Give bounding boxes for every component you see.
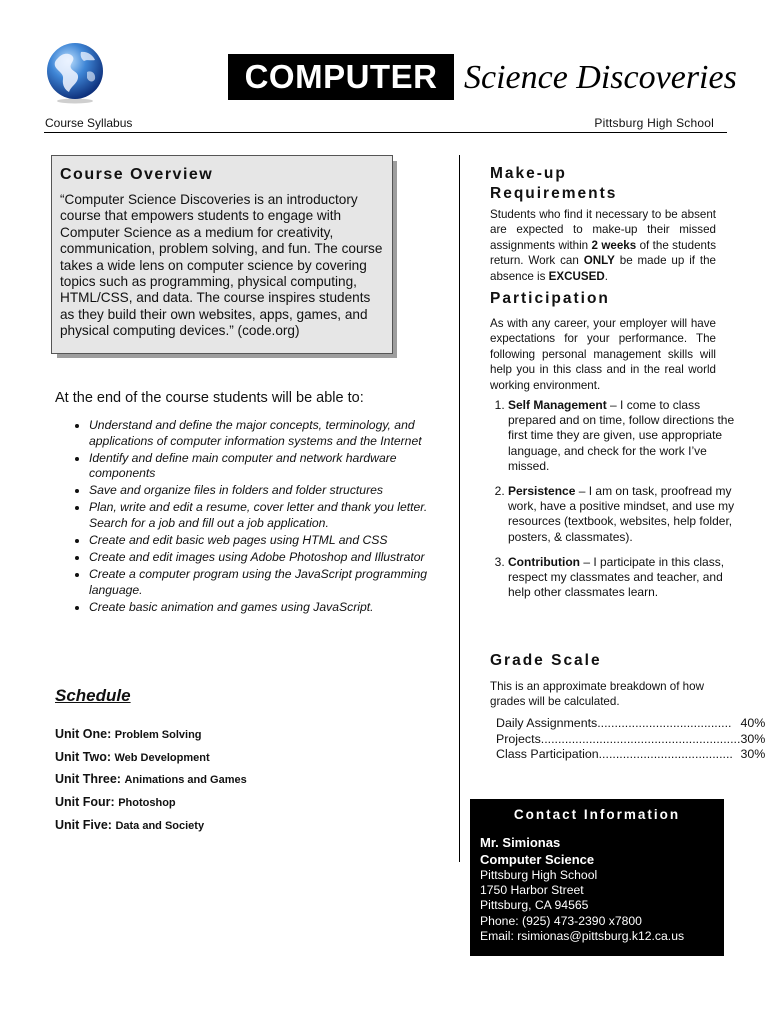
makeup-text-part: .: [604, 269, 608, 283]
grade-percent: 30%: [740, 731, 766, 746]
grade-row: [496, 732, 765, 748]
participation-term: Contribution: [508, 554, 580, 569]
participation-item: [508, 484, 736, 545]
schedule-unit: [55, 750, 210, 764]
schedule-unit: [55, 795, 176, 809]
contact-department: Computer Science: [480, 852, 595, 867]
makeup-emphasis: EXCUSED: [548, 269, 605, 283]
outcome-item: • Create basic animation and games using JavaScript.: [89, 600, 461, 616]
makeup-text: [490, 207, 716, 284]
outcome-item: • Identify and define main computer and network hardware components: [89, 451, 461, 482]
schedule-unit: [55, 772, 247, 786]
grade-row: [496, 716, 765, 732]
makeup-heading: Make-up Requirements: [490, 165, 618, 202]
unit-label: Unit Two:: [55, 750, 111, 764]
grade-row: [496, 747, 765, 763]
participation-desc: – I come to class prepared and on time, follow directions the first time they are given, use appropriate language, and check for the work I’ve missed.: [508, 398, 735, 473]
grade-label: Projects..........................................................: [496, 731, 741, 746]
course-overview-box: [51, 155, 393, 354]
participation-list: [490, 398, 736, 610]
participation-term: Persistence: [508, 484, 576, 499]
participation-desc: – I am on task, proofread my work, have a positive mindset, and use my resources (textbook, websites, help folder, posters, & classmates).: [508, 484, 735, 544]
unit-name: Web Development: [114, 752, 210, 764]
header-school-name: Pittsburg High School: [594, 116, 714, 130]
schedule-unit: [55, 818, 204, 832]
makeup-text-part: of the students return. Work can: [490, 238, 716, 268]
contact-heading: Contact Information: [513, 807, 681, 822]
schedule-heading: Schedule: [55, 686, 131, 705]
column-divider: [459, 155, 460, 862]
title-computer: COMPUTER: [228, 54, 454, 100]
outcome-item: • Plan, write and edit a resume, cover letter and thank you letter. Search for a job and fill out a job application.: [89, 500, 461, 531]
contact-name: Mr. Simionas: [480, 835, 561, 850]
grade-label: Daily Assignments.......................................: [496, 716, 732, 730]
makeup-text-part: be made up if the absence is: [490, 254, 717, 283]
participation-intro: As with any career, your employer will have expectations for your performance. The following personal management skills will help you in this class and in the real world working environment.: [490, 317, 716, 392]
grade-table: [496, 716, 765, 763]
unit-name: Photoshop: [118, 797, 176, 809]
unit-name: Data and Society: [115, 820, 205, 832]
header-divider: [44, 132, 727, 133]
outcome-item: • Create and edit basic web pages using HTML and CSS: [89, 533, 461, 549]
participation-item: [508, 555, 736, 601]
unit-label: Unit Five:: [55, 818, 112, 832]
title-science-discoveries: Science Discoveries: [464, 59, 737, 96]
grade-percent: 40%: [740, 716, 766, 730]
outcome-item: • Understand and define the major concepts, terminology, and applications of computer information systems and the Internet: [89, 418, 461, 449]
grade-scale-intro: This is an approximate breakdown of how grades will be calculated.: [490, 680, 704, 709]
unit-label: Unit Four:: [55, 795, 115, 809]
contact-email: Email: rsimionas@pittsburg.k12.ca.us: [480, 928, 685, 943]
unit-name: Animations and Games: [124, 774, 247, 786]
contact-city: Pittsburg, CA 94565: [480, 898, 589, 913]
grade-label: Class Participation.......................................: [496, 747, 733, 762]
unit-label: Unit Three:: [55, 772, 121, 786]
makeup-emphasis: ONLY: [583, 254, 615, 268]
makeup-text-part: Students who find it necessary to be absent are expected to make-up their missed assignments within: [490, 208, 716, 252]
outcomes-intro: At the end of the course students will be able to:: [55, 390, 364, 406]
grade-scale-heading: Grade Scale: [490, 652, 602, 669]
participation-heading: Participation: [490, 290, 610, 307]
participation-term: Self Management: [508, 398, 607, 412]
outcomes-list: [55, 418, 461, 617]
globe-icon: [45, 42, 105, 104]
schedule-unit: [55, 727, 202, 741]
contact-phone: Phone: (925) 473-2390 x7800: [480, 913, 642, 928]
contact-street: 1750 Harbor Street: [480, 883, 584, 898]
outcome-item: • Save and organize files in folders and folder structures: [89, 483, 461, 499]
participation-desc: – I participate in this class, respect my classmates and teacher, and help other classmates learn.: [508, 554, 725, 600]
makeup-emphasis: 2 weeks: [591, 238, 637, 252]
unit-label: Unit One:: [55, 727, 112, 741]
contact-school: Pittsburg High School: [480, 868, 598, 882]
course-overview-text: “Computer Science Discoveries is an introductory course that empowers students to engage with Computer Science as a medium for creativity, communication, problem solving, and fun. The course takes a wide lens on computer science by covering topics such as programming, physical computing, HTML/CSS, and data. The course inspires students as they build their own websites, apps, games, and physical computing devices.” (code.org): [60, 192, 383, 339]
header-course-syllabus: Course Syllabus: [45, 116, 133, 130]
participation-item: [508, 398, 736, 474]
unit-name: Problem Solving: [114, 729, 202, 741]
course-overview-heading: Course Overview: [60, 166, 214, 183]
contact-box: [470, 799, 724, 956]
outcome-item: • Create and edit images using Adobe Photoshop and Illustrator: [89, 550, 461, 566]
outcome-item: • Create a computer program using the JavaScript programming language.: [89, 567, 461, 598]
grade-percent: 30%: [740, 747, 766, 762]
